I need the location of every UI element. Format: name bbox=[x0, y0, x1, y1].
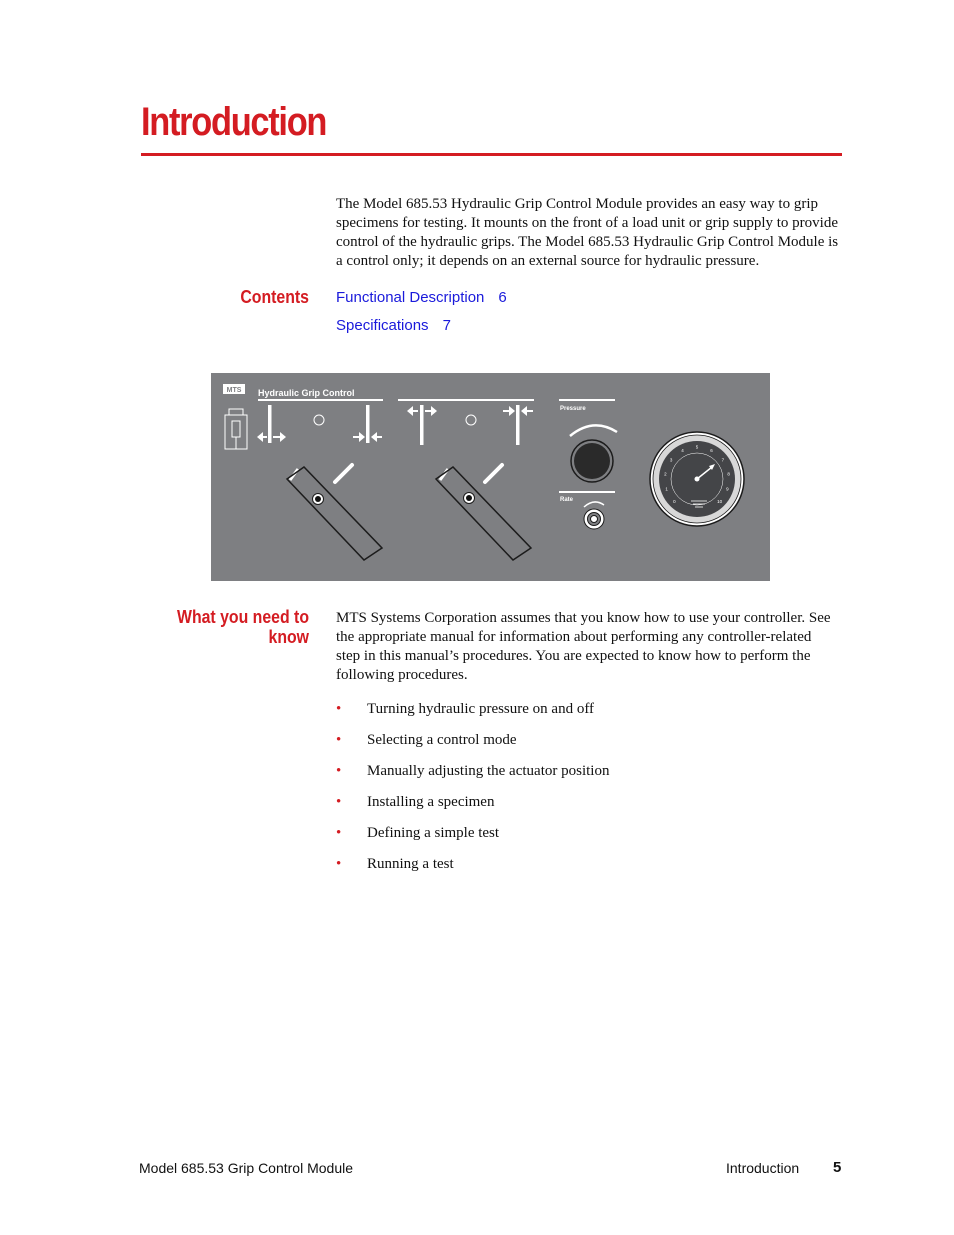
bullet-icon: • bbox=[336, 732, 342, 748]
page-title: Introduction bbox=[141, 100, 327, 144]
pressure-gauge bbox=[650, 432, 744, 526]
toc-link-specifications[interactable] bbox=[336, 317, 451, 334]
rate-knob bbox=[584, 509, 604, 529]
gauge-tick-label: 2 bbox=[664, 471, 667, 477]
pressure-label: Pressure bbox=[560, 406, 586, 412]
bullet-icon: • bbox=[336, 763, 342, 779]
list-item bbox=[336, 700, 609, 731]
what-you-need-paragraph: MTS Systems Corporation assumes that you know how to use your controller. See the appropriate manual for information about performing any controller-related step in this manual’s procedures. You are expected to know how to perform the following procedures. bbox=[336, 610, 831, 683]
mts-logo-icon bbox=[223, 384, 245, 394]
bullet-icon: • bbox=[336, 856, 342, 872]
list-item-text: Running a test bbox=[367, 856, 454, 872]
list-item bbox=[336, 793, 609, 824]
gauge-tick-label: 5 bbox=[695, 444, 699, 450]
gauge-tick-label: 9 bbox=[726, 486, 729, 492]
list-item-text: Installing a specimen bbox=[367, 794, 495, 810]
toc-link-label: Functional Description bbox=[336, 289, 485, 306]
gauge-tick-label: 7 bbox=[721, 457, 725, 463]
gauge-tick-label: 0 bbox=[673, 499, 676, 505]
list-item-text: Manually adjusting the actuator position bbox=[367, 763, 610, 779]
title-rule bbox=[141, 153, 842, 156]
contents-heading: Contents bbox=[240, 287, 309, 307]
list-item-text: Defining a simple test bbox=[367, 825, 500, 841]
footer-document-title: Model 685.53 Grip Control Module bbox=[139, 1160, 354, 1176]
what-you-need-heading-line1: What you need to bbox=[177, 607, 309, 627]
what-you-need-heading bbox=[177, 607, 309, 647]
panel-title: Hydraulic Grip Control bbox=[258, 388, 355, 398]
pressure-knob bbox=[574, 443, 610, 479]
list-item bbox=[336, 855, 609, 886]
what-you-need-heading-line2: know bbox=[268, 627, 309, 647]
footer-page-number: 5 bbox=[833, 1159, 842, 1176]
gauge-tick-label: 4 bbox=[681, 448, 684, 453]
list-item-text: Turning hydraulic pressure on and off bbox=[367, 701, 595, 717]
gauge-tick-label: 1 bbox=[665, 486, 668, 492]
grip-control-panel-illustration bbox=[211, 373, 770, 581]
bullet-icon: • bbox=[336, 701, 342, 717]
toc-link-page: 7 bbox=[442, 317, 451, 334]
bullet-icon: • bbox=[336, 794, 342, 810]
toc-link-page: 6 bbox=[498, 289, 507, 306]
panel-logo: MTS bbox=[226, 387, 242, 394]
list-item-text: Selecting a control mode bbox=[367, 732, 517, 748]
gauge-tick-label: 6 bbox=[710, 448, 713, 453]
toc-link-functional-description[interactable] bbox=[336, 289, 507, 306]
list-item bbox=[336, 762, 609, 793]
gauge-tick-label: 3 bbox=[669, 457, 673, 463]
rate-label: Rate bbox=[560, 497, 574, 503]
bullet-icon: • bbox=[336, 825, 342, 841]
procedures-list bbox=[336, 700, 609, 886]
toc-link-label: Specifications bbox=[336, 317, 429, 334]
list-item bbox=[336, 824, 609, 855]
gauge-tick-label: 10 bbox=[717, 499, 723, 505]
gauge-hub bbox=[695, 477, 700, 482]
intro-paragraph: The Model 685.53 Hydraulic Grip Control Module provides an easy way to grip specimens for testing. It mounts on the front of a load unit or grip supply to provide control of the hydraulic grips. The Model 685.53 Hydraulic Grip Control Module is a control only; it depends on an external source for hydraulic pressure. bbox=[336, 196, 839, 269]
list-item bbox=[336, 731, 609, 762]
gauge-tick-label: 8 bbox=[727, 471, 730, 477]
footer-section: Introduction bbox=[726, 1160, 800, 1176]
